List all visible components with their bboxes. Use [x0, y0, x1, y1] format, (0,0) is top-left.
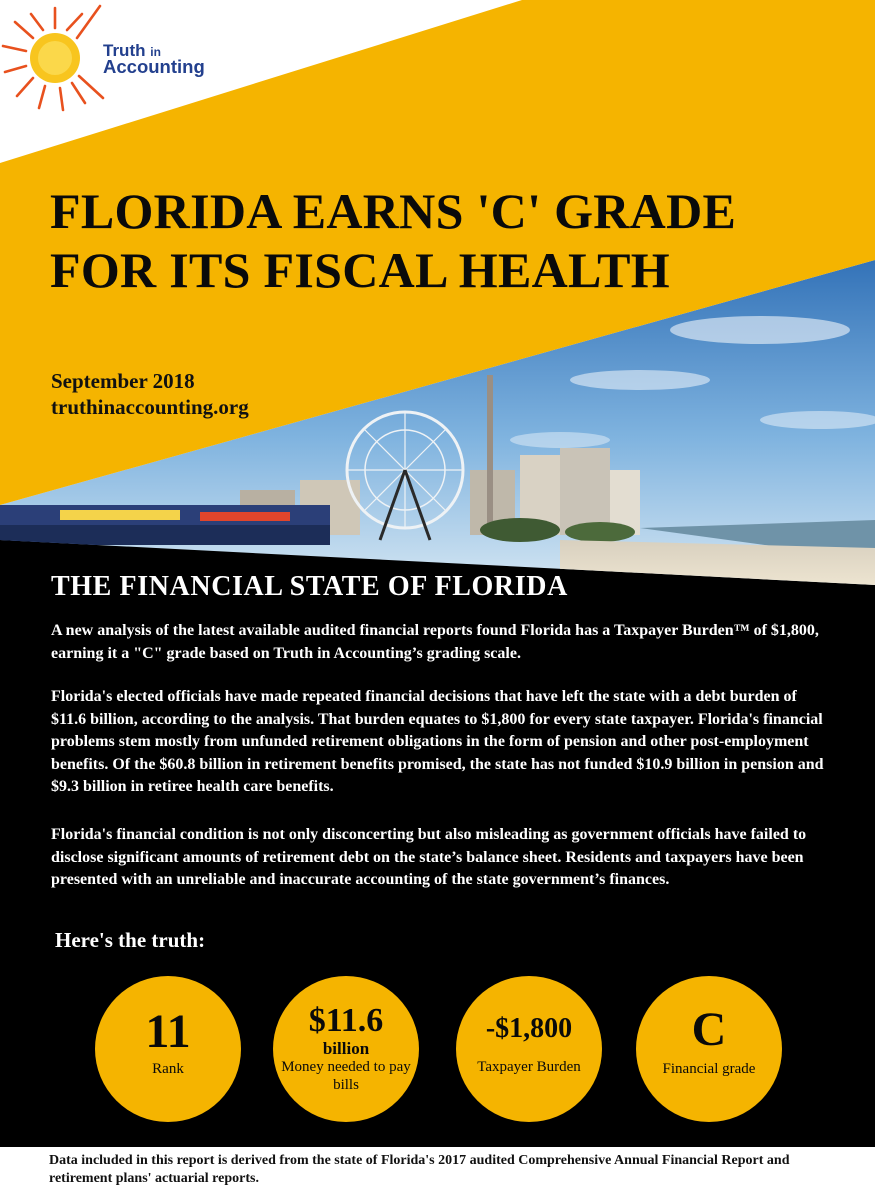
website-link[interactable]: truthinaccounting.org: [51, 395, 249, 419]
paragraph-condition: Florida's financial condition is not only disconcerting but also misleading as government officials have failed to disclose significant amounts of retirement debt on the state’s balance sheet. Residents and taxpayers have been presented with an unreliable and inaccurate accounting of the state government’s finances.: [51, 826, 807, 889]
logo-word-accounting: Accounting: [103, 56, 205, 77]
stat-burden-circle: [456, 976, 602, 1122]
paragraph-debt: Florida's elected officials have made repeated financial decisions that have left the state with a debt burden of $11.6 billion, according to the analysis. That burden equates to $1,800 for every state taxpayer. Florida's financial problems stem mostly from unfunded retirement obligations in the form of pension and other post-employment benefits. Of the $60.8 billion in retirement benefits promised, the state has not funded $10.9 billion in pension and $9.3 billion in retiree health care benefits.: [51, 688, 824, 796]
paragraph-intro: A new analysis of the latest available audited financial reports found Florida has a Taxpayer Burden™ of $1,800, earning it a "C" grade based on Truth in Accounting’s grading scale.: [51, 622, 819, 662]
stat-rank-value: 11: [145, 1005, 191, 1058]
truth-heading: Here's the truth:: [55, 928, 206, 952]
stat-rank-label: Rank: [152, 1061, 184, 1077]
stat-burden-label: Taxpayer Burden: [477, 1059, 581, 1075]
stat-grade-circle: [636, 976, 782, 1122]
stat-rank-circle: [95, 976, 241, 1122]
stat-money-value: $11.6: [308, 1002, 384, 1039]
footer-source-note: Data included in this report is derived from the state of Florida's 2017 audited Comprehensive Annual Financial Report and retirement plans' actuarial reports.: [49, 1153, 790, 1186]
stat-money-unit: billion: [322, 1039, 370, 1058]
report-date: September 2018: [51, 369, 195, 393]
sun-burst-icon: [3, 6, 103, 110]
stat-money-circle: [273, 976, 419, 1122]
stat-grade-value: C: [691, 1003, 727, 1056]
stat-money-label: Money needed to pay bills: [281, 1059, 411, 1093]
logo-word-truth: Truth: [103, 41, 146, 60]
logo-word-in: in: [150, 45, 161, 59]
stat-grade-label: Financial grade: [662, 1061, 756, 1077]
stat-burden-value: -$1,800: [485, 1013, 573, 1044]
section-title: THE FINANCIAL STATE OF FLORIDA: [51, 571, 568, 602]
report-title: FLORIDA EARNS 'C' GRADE FOR ITS FISCAL HEALTH: [50, 183, 737, 298]
